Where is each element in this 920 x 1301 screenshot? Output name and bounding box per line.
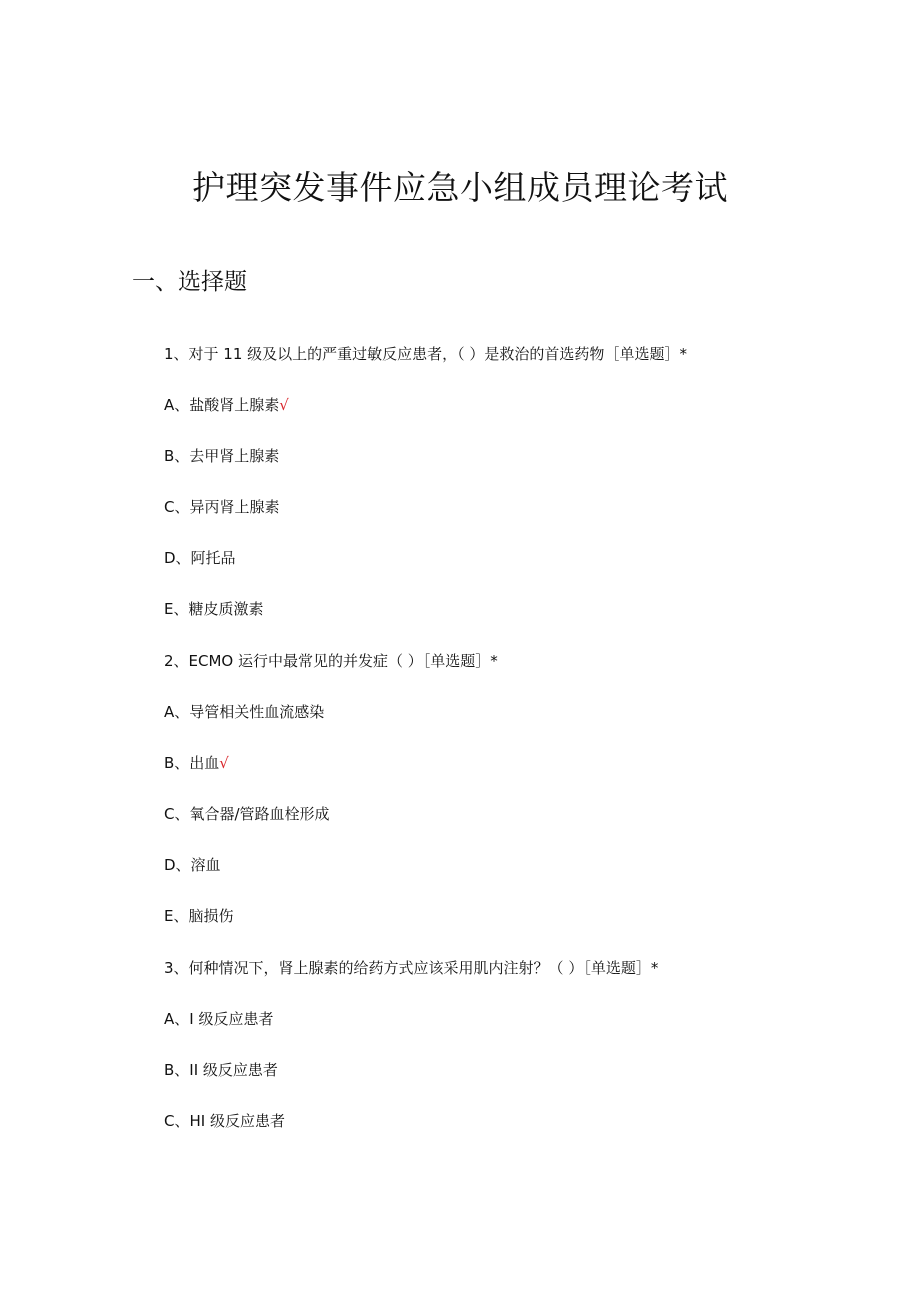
question-2-option-d xyxy=(164,854,221,876)
option-text: A、导管相关性血流感染 xyxy=(164,703,325,721)
question-1-option-d xyxy=(164,547,236,569)
option-text: C、HI 级反应患者 xyxy=(164,1112,285,1130)
question-2 xyxy=(164,650,498,672)
question-2-option-a xyxy=(164,701,324,723)
option-text: D、溶血 xyxy=(164,856,221,874)
question-1-option-a xyxy=(164,394,289,416)
question-3-text: 3、何种情况下，肾上腺素的给药方式应该采用肌内注射？（ ）［单选题］* xyxy=(164,959,659,977)
question-1-option-c xyxy=(164,496,279,518)
question-1-option-b xyxy=(164,445,279,467)
question-3 xyxy=(164,957,658,979)
question-3-option-a xyxy=(164,1008,273,1030)
question-1-option-e xyxy=(164,598,263,620)
option-text: C、异丙肾上腺素 xyxy=(164,498,280,516)
question-1-text: 1、对于 11 级及以上的严重过敏反应患者，（ ）是救治的首选药物［单选题］* xyxy=(164,345,687,363)
option-text: A、I 级反应患者 xyxy=(164,1010,274,1028)
question-3-option-b xyxy=(164,1059,278,1081)
question-3-option-c xyxy=(164,1110,285,1132)
question-2-option-b xyxy=(164,752,229,774)
page-title: 护理突发事件应急小组成员理论考试 xyxy=(192,168,728,207)
question-2-text: 2、ECMO 运行中最常见的并发症（ ）［单选题］* xyxy=(164,652,498,670)
option-text: B、出血 xyxy=(164,754,220,772)
question-1 xyxy=(164,343,687,365)
question-2-option-e xyxy=(164,905,233,927)
section-heading: 一、选择题 xyxy=(132,269,247,295)
option-text: E、脑损伤 xyxy=(164,907,234,925)
correct-check-mark: √ xyxy=(219,754,229,772)
option-text: B、去甲肾上腺素 xyxy=(164,447,280,465)
correct-check-mark: √ xyxy=(279,396,289,414)
option-text: C、氧合器/管路血栓形成 xyxy=(164,805,330,823)
option-text: D、阿托品 xyxy=(164,549,236,567)
option-text: E、糖皮质激素 xyxy=(164,600,264,618)
option-text: B、II 级反应患者 xyxy=(164,1061,278,1079)
option-text: A、盐酸肾上腺素 xyxy=(164,396,280,414)
question-2-option-c xyxy=(164,803,330,825)
